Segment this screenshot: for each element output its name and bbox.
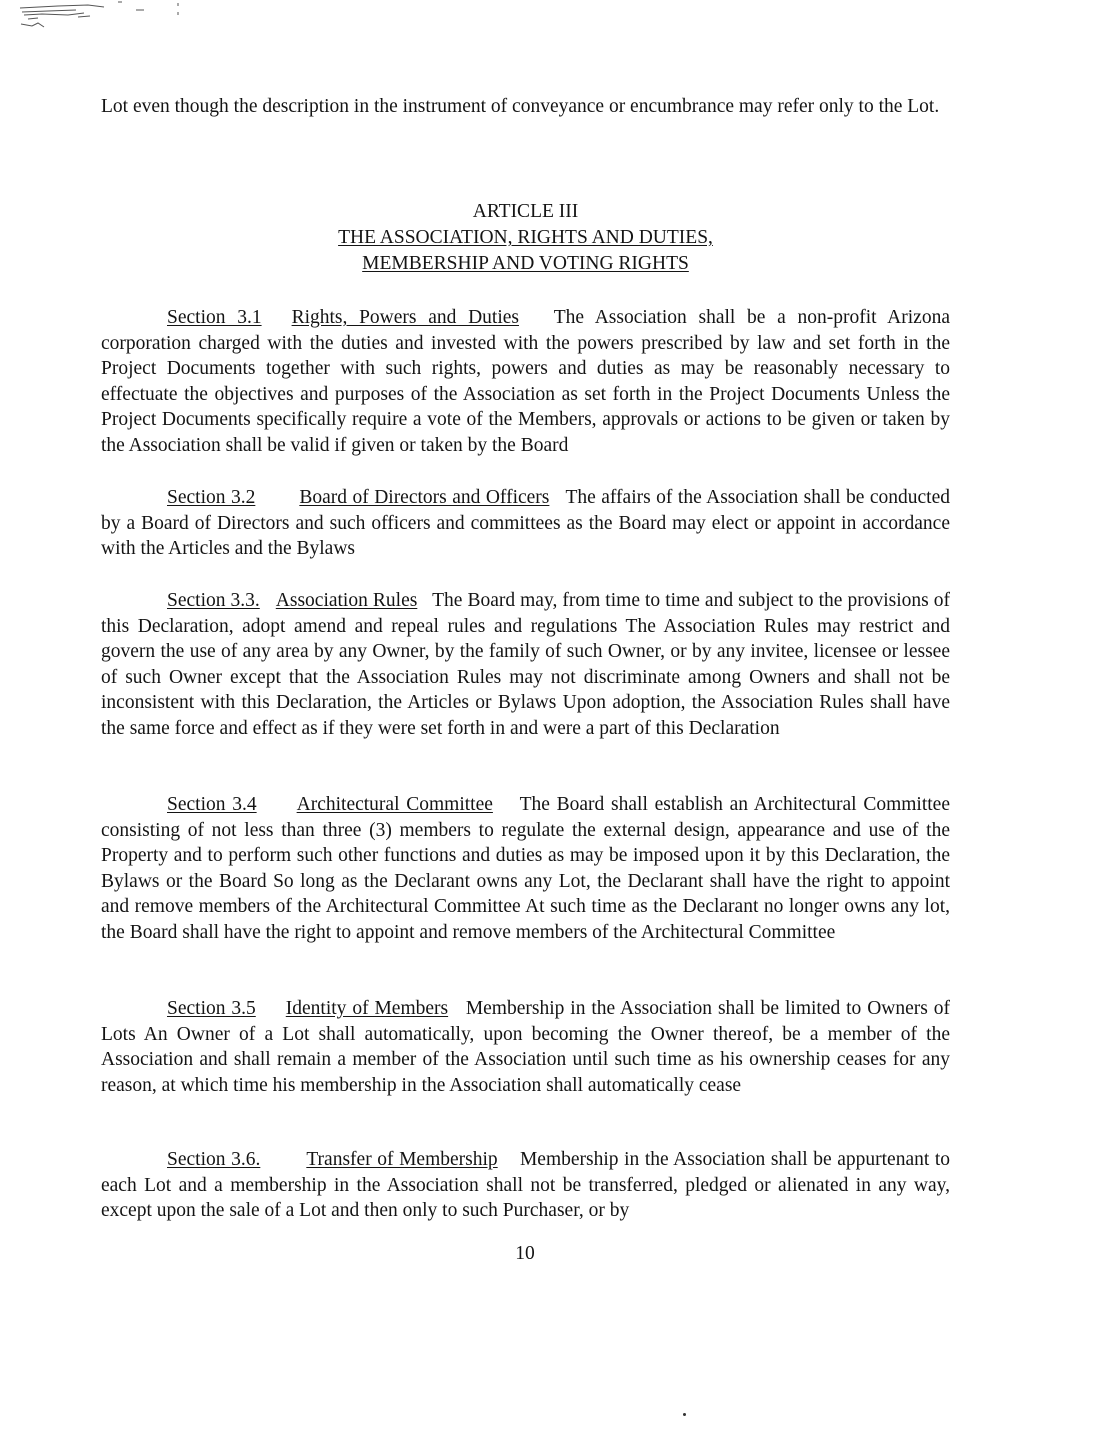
section-3-5 bbox=[101, 996, 950, 1098]
section-body: Membership in the Association shall be limited to Owners of Lots An Owner of a Lot shall automatically, upon becoming the Owner thereof, be a member of the Association and shall remain a member of the Association until such time as his ownership ceases for any reason, at which time his membership in the Association shall automatically cease bbox=[101, 998, 950, 1096]
section-title: Transfer of Membership bbox=[306, 1149, 498, 1170]
section-body: The Board may, from time to time and subject to the provisions of this Declaration, adopt amend and repeal rules and regulations The Association Rules may restrict and govern the use of any area by any Owner, by the family of such Owner, or by any invitee, licensee or lessee of such Owner except that the Association Rules may not discriminate among Owners and shall not be inconsistent with this Declaration, the Articles or Bylaws Upon adoption, the Association Rules shall have the same force and effect as if they were set forth in and were a part of this Declaration bbox=[101, 590, 950, 739]
intro-paragraph: Lot even though the description in the instrument of conveyance or encumbrance may refer only to the Lot. bbox=[101, 96, 940, 117]
article-title-line1: THE ASSOCIATION, RIGHTS AND DUTIES, bbox=[338, 227, 713, 248]
scan-artifact-mark bbox=[18, 0, 188, 36]
section-title: Identity of Members bbox=[285, 998, 449, 1019]
section-label: Section 3.1 bbox=[167, 307, 262, 328]
section-3-6 bbox=[101, 1147, 950, 1224]
section-title: Rights, Powers and Duties bbox=[291, 307, 519, 328]
section-label: Section 3.2 bbox=[167, 487, 256, 508]
section-body: The Board shall establish an Architectural Committee consisting of not less than three (3) members to regulate the external design, appearance and use of the Property and to perform such other functions and duties as may be imposed upon it by this Declaration, the Bylaws or the Board So long as the Declarant owns any Lot, the Declarant shall have the right to appoint and remove members of the Architectural Committee At such time as the Declarant no longer owns any lot, the Board shall have the right to appoint and remove members of the Architectural Committee bbox=[101, 794, 950, 943]
section-3-3 bbox=[101, 588, 950, 741]
section-title: Architectural Committee bbox=[296, 794, 493, 815]
section-3-1 bbox=[101, 305, 950, 458]
section-label: Section 3.6. bbox=[167, 1149, 261, 1170]
section-3-4 bbox=[101, 792, 950, 945]
scan-speck bbox=[683, 1413, 686, 1416]
section-label: Section 3.4 bbox=[167, 794, 257, 815]
section-body: Membership in the Association shall be appurtenant to each Lot and a membership in the Association shall not be transferred, pledged or alienated in any way, except upon the sale of a Lot and then only to such Purchaser, or by bbox=[101, 1149, 951, 1221]
article-title-line2: MEMBERSHIP AND VOTING RIGHTS bbox=[362, 253, 689, 274]
article-heading bbox=[101, 199, 950, 277]
section-title: Board of Directors and Officers bbox=[299, 487, 550, 508]
section-label: Section 3.3. bbox=[167, 590, 260, 611]
section-body: The Association shall be a non-profit Arizona corporation charged with the duties and invested with the powers prescribed by law and set forth in the Project Documents together with such rights, powers and duties as may be reasonably necessary to effectuate the objectives and purposes of the Association as set forth in the Project Documents Unless the Project Documents specifically require a vote of the Members, approvals or actions to be given or taken by the Association shall be valid if given or taken by the Board bbox=[101, 307, 950, 456]
page-number: 10 bbox=[515, 1243, 535, 1264]
section-title: Association Rules bbox=[275, 590, 418, 611]
section-label: Section 3.5 bbox=[167, 998, 256, 1019]
section-3-2 bbox=[101, 485, 950, 562]
section-body: The affairs of the Association shall be conducted by a Board of Directors and such officers and committees as the Board may elect or appoint in accordance with the Articles and the Bylaws bbox=[101, 487, 950, 559]
article-number: ARTICLE III bbox=[472, 201, 579, 222]
